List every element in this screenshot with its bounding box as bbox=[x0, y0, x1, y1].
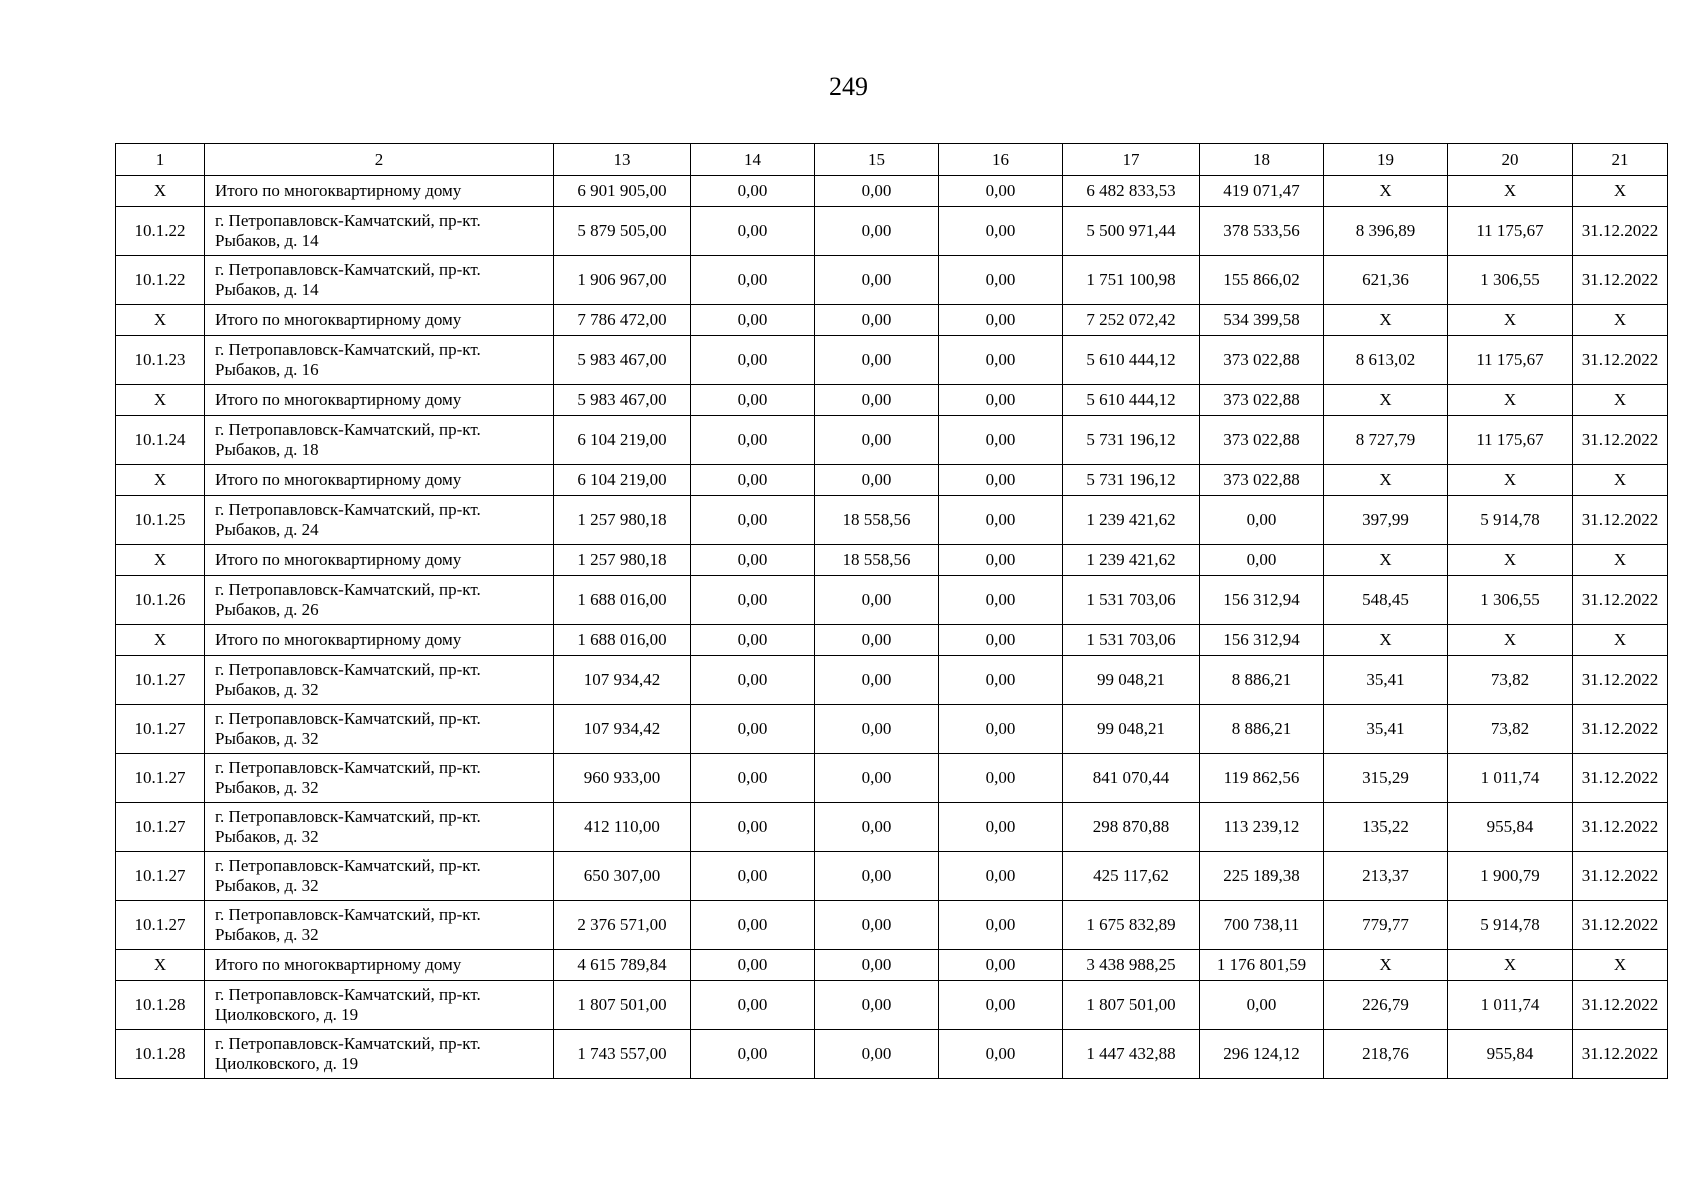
value-cell: 218,76 bbox=[1324, 1030, 1448, 1079]
row-number-cell: Х bbox=[116, 950, 205, 981]
value-cell: 11 175,67 bbox=[1448, 336, 1573, 385]
value-cell: 11 175,67 bbox=[1448, 207, 1573, 256]
value-cell: 955,84 bbox=[1448, 1030, 1573, 1079]
value-cell: 4 615 789,84 bbox=[554, 950, 691, 981]
table-row bbox=[116, 901, 1668, 950]
value-cell: 700 738,11 bbox=[1200, 901, 1324, 950]
value-cell: Х bbox=[1324, 545, 1448, 576]
value-cell: 3 438 988,25 bbox=[1063, 950, 1200, 981]
value-cell: 0,00 bbox=[939, 656, 1063, 705]
value-cell: 0,00 bbox=[939, 336, 1063, 385]
row-number-cell: 10.1.27 bbox=[116, 901, 205, 950]
address-cell: Итого по многоквартирному дому bbox=[205, 305, 554, 336]
address-cell: г. Петропавловск-Камчатский, пр-кт. Рыбаков, д. 16 bbox=[205, 336, 554, 385]
value-cell: 0,00 bbox=[815, 305, 939, 336]
value-cell: 0,00 bbox=[815, 576, 939, 625]
value-cell: 534 399,58 bbox=[1200, 305, 1324, 336]
total-row bbox=[116, 465, 1668, 496]
value-cell: 5 983 467,00 bbox=[554, 336, 691, 385]
address-cell: г. Петропавловск-Камчатский, пр-кт. Рыбаков, д. 32 bbox=[205, 705, 554, 754]
value-cell: 156 312,94 bbox=[1200, 625, 1324, 656]
value-cell: 0,00 bbox=[691, 754, 815, 803]
address-cell: Итого по многоквартирному дому bbox=[205, 625, 554, 656]
row-number-cell: 10.1.24 bbox=[116, 416, 205, 465]
table-row bbox=[116, 496, 1668, 545]
value-cell: 8 613,02 bbox=[1324, 336, 1448, 385]
value-cell: 1 900,79 bbox=[1448, 852, 1573, 901]
value-cell: Х bbox=[1448, 545, 1573, 576]
value-cell: 8 727,79 bbox=[1324, 416, 1448, 465]
value-cell: 0,00 bbox=[691, 465, 815, 496]
value-cell: 0,00 bbox=[939, 176, 1063, 207]
value-cell: 296 124,12 bbox=[1200, 1030, 1324, 1079]
table-row bbox=[116, 705, 1668, 754]
value-cell: 0,00 bbox=[1200, 496, 1324, 545]
value-cell: Х bbox=[1573, 176, 1668, 207]
value-cell: 31.12.2022 bbox=[1573, 336, 1668, 385]
value-cell: 155 866,02 bbox=[1200, 256, 1324, 305]
value-cell: 0,00 bbox=[815, 1030, 939, 1079]
value-cell: 0,00 bbox=[691, 1030, 815, 1079]
value-cell: 0,00 bbox=[815, 207, 939, 256]
address-cell: г. Петропавловск-Камчатский, пр-кт. Рыбаков, д. 32 bbox=[205, 754, 554, 803]
value-cell: 1 751 100,98 bbox=[1063, 256, 1200, 305]
value-cell: 373 022,88 bbox=[1200, 385, 1324, 416]
value-cell: 0,00 bbox=[939, 803, 1063, 852]
value-cell: 0,00 bbox=[939, 256, 1063, 305]
value-cell: 18 558,56 bbox=[815, 545, 939, 576]
value-cell: 8 886,21 bbox=[1200, 705, 1324, 754]
value-cell: 119 862,56 bbox=[1200, 754, 1324, 803]
value-cell: 0,00 bbox=[939, 901, 1063, 950]
value-cell: 0,00 bbox=[815, 465, 939, 496]
column-header: 18 bbox=[1200, 144, 1324, 176]
column-header: 17 bbox=[1063, 144, 1200, 176]
address-cell: г. Петропавловск-Камчатский, пр-кт. Рыбаков, д. 14 bbox=[205, 256, 554, 305]
value-cell: 11 175,67 bbox=[1448, 416, 1573, 465]
value-cell: 113 239,12 bbox=[1200, 803, 1324, 852]
value-cell: 0,00 bbox=[815, 656, 939, 705]
value-cell: Х bbox=[1448, 465, 1573, 496]
row-number-cell: 10.1.25 bbox=[116, 496, 205, 545]
table-row bbox=[116, 576, 1668, 625]
value-cell: 1 011,74 bbox=[1448, 981, 1573, 1030]
address-cell: г. Петропавловск-Камчатский, пр-кт. Циолковского, д. 19 bbox=[205, 981, 554, 1030]
row-number-cell: 10.1.26 bbox=[116, 576, 205, 625]
value-cell: 0,00 bbox=[691, 803, 815, 852]
value-cell: 0,00 bbox=[691, 496, 815, 545]
value-cell: 0,00 bbox=[939, 545, 1063, 576]
value-cell: 1 306,55 bbox=[1448, 576, 1573, 625]
value-cell: 1 239 421,62 bbox=[1063, 496, 1200, 545]
value-cell: Х bbox=[1573, 385, 1668, 416]
value-cell: 5 731 196,12 bbox=[1063, 416, 1200, 465]
row-number-cell: Х bbox=[116, 625, 205, 656]
value-cell: 373 022,88 bbox=[1200, 465, 1324, 496]
value-cell: 0,00 bbox=[939, 465, 1063, 496]
total-row bbox=[116, 176, 1668, 207]
value-cell: 213,37 bbox=[1324, 852, 1448, 901]
value-cell: 31.12.2022 bbox=[1573, 576, 1668, 625]
total-row bbox=[116, 385, 1668, 416]
value-cell: 0,00 bbox=[939, 305, 1063, 336]
value-cell: 0,00 bbox=[691, 385, 815, 416]
address-cell: Итого по многоквартирному дому bbox=[205, 465, 554, 496]
total-row bbox=[116, 305, 1668, 336]
value-cell: 419 071,47 bbox=[1200, 176, 1324, 207]
value-cell: 1 743 557,00 bbox=[554, 1030, 691, 1079]
value-cell: 0,00 bbox=[939, 754, 1063, 803]
address-cell: г. Петропавловск-Камчатский, пр-кт. Рыбаков, д. 32 bbox=[205, 803, 554, 852]
value-cell: 31.12.2022 bbox=[1573, 803, 1668, 852]
value-cell: 0,00 bbox=[691, 852, 815, 901]
row-number-cell: 10.1.27 bbox=[116, 754, 205, 803]
value-cell: 1 675 832,89 bbox=[1063, 901, 1200, 950]
value-cell: 0,00 bbox=[815, 336, 939, 385]
value-cell: 31.12.2022 bbox=[1573, 207, 1668, 256]
value-cell: 1 531 703,06 bbox=[1063, 625, 1200, 656]
column-header: 16 bbox=[939, 144, 1063, 176]
value-cell: Х bbox=[1573, 950, 1668, 981]
row-number-cell: 10.1.22 bbox=[116, 207, 205, 256]
value-cell: 0,00 bbox=[815, 176, 939, 207]
total-row bbox=[116, 625, 1668, 656]
total-row bbox=[116, 950, 1668, 981]
value-cell: 0,00 bbox=[691, 950, 815, 981]
value-cell: Х bbox=[1448, 385, 1573, 416]
value-cell: 650 307,00 bbox=[554, 852, 691, 901]
value-cell: Х bbox=[1324, 176, 1448, 207]
table-body bbox=[116, 176, 1668, 1079]
row-number-cell: 10.1.27 bbox=[116, 852, 205, 901]
row-number-cell: 10.1.22 bbox=[116, 256, 205, 305]
value-cell: 5 879 505,00 bbox=[554, 207, 691, 256]
value-cell: Х bbox=[1573, 545, 1668, 576]
value-cell: 1 688 016,00 bbox=[554, 625, 691, 656]
column-header: 13 bbox=[554, 144, 691, 176]
value-cell: 0,00 bbox=[691, 176, 815, 207]
table-row bbox=[116, 981, 1668, 1030]
value-cell: Х bbox=[1573, 625, 1668, 656]
page-number: 249 bbox=[829, 72, 868, 101]
column-header: 20 bbox=[1448, 144, 1573, 176]
row-number-cell: 10.1.28 bbox=[116, 981, 205, 1030]
column-header: 2 bbox=[205, 144, 554, 176]
value-cell: 0,00 bbox=[691, 416, 815, 465]
address-cell: г. Петропавловск-Камчатский, пр-кт. Рыбаков, д. 14 bbox=[205, 207, 554, 256]
value-cell: 0,00 bbox=[815, 803, 939, 852]
value-cell: 31.12.2022 bbox=[1573, 256, 1668, 305]
value-cell: Х bbox=[1448, 950, 1573, 981]
value-cell: 99 048,21 bbox=[1063, 705, 1200, 754]
value-cell: 6 482 833,53 bbox=[1063, 176, 1200, 207]
value-cell: 1 257 980,18 bbox=[554, 496, 691, 545]
table-row bbox=[116, 207, 1668, 256]
row-number-cell: Х bbox=[116, 465, 205, 496]
value-cell: 621,36 bbox=[1324, 256, 1448, 305]
table-row bbox=[116, 754, 1668, 803]
row-number-cell: Х bbox=[116, 545, 205, 576]
value-cell: 0,00 bbox=[815, 981, 939, 1030]
row-number-cell: Х bbox=[116, 385, 205, 416]
value-cell: 5 731 196,12 bbox=[1063, 465, 1200, 496]
address-cell: Итого по многоквартирному дому bbox=[205, 950, 554, 981]
value-cell: 298 870,88 bbox=[1063, 803, 1200, 852]
value-cell: 0,00 bbox=[815, 950, 939, 981]
value-cell: 2 376 571,00 bbox=[554, 901, 691, 950]
row-number-cell: 10.1.27 bbox=[116, 656, 205, 705]
value-cell: 0,00 bbox=[691, 981, 815, 1030]
total-row bbox=[116, 545, 1668, 576]
value-cell: 1 239 421,62 bbox=[1063, 545, 1200, 576]
value-cell: 548,45 bbox=[1324, 576, 1448, 625]
value-cell: 0,00 bbox=[691, 901, 815, 950]
value-cell: 315,29 bbox=[1324, 754, 1448, 803]
value-cell: 31.12.2022 bbox=[1573, 754, 1668, 803]
value-cell: 0,00 bbox=[939, 1030, 1063, 1079]
value-cell: 0,00 bbox=[815, 901, 939, 950]
value-cell: 960 933,00 bbox=[554, 754, 691, 803]
value-cell: 373 022,88 bbox=[1200, 416, 1324, 465]
value-cell: Х bbox=[1324, 465, 1448, 496]
table-row bbox=[116, 803, 1668, 852]
value-cell: 73,82 bbox=[1448, 656, 1573, 705]
value-cell: 1 306,55 bbox=[1448, 256, 1573, 305]
value-cell: 5 914,78 bbox=[1448, 901, 1573, 950]
address-cell: г. Петропавловск-Камчатский, пр-кт. Рыбаков, д. 26 bbox=[205, 576, 554, 625]
value-cell: 1 688 016,00 bbox=[554, 576, 691, 625]
value-cell: 0,00 bbox=[691, 305, 815, 336]
value-cell: 0,00 bbox=[691, 336, 815, 385]
value-cell: 0,00 bbox=[815, 705, 939, 754]
value-cell: 31.12.2022 bbox=[1573, 496, 1668, 545]
value-cell: 955,84 bbox=[1448, 803, 1573, 852]
value-cell: 35,41 bbox=[1324, 656, 1448, 705]
value-cell: 0,00 bbox=[815, 416, 939, 465]
column-header: 15 bbox=[815, 144, 939, 176]
column-header: 14 bbox=[691, 144, 815, 176]
column-header: 1 bbox=[116, 144, 205, 176]
value-cell: 0,00 bbox=[939, 416, 1063, 465]
value-cell: 99 048,21 bbox=[1063, 656, 1200, 705]
value-cell: Х bbox=[1324, 305, 1448, 336]
value-cell: 0,00 bbox=[939, 576, 1063, 625]
value-cell: 7 252 072,42 bbox=[1063, 305, 1200, 336]
value-cell: 1 906 967,00 bbox=[554, 256, 691, 305]
address-cell: Итого по многоквартирному дому bbox=[205, 176, 554, 207]
value-cell: 5 610 444,12 bbox=[1063, 385, 1200, 416]
table-row bbox=[116, 256, 1668, 305]
value-cell: 397,99 bbox=[1324, 496, 1448, 545]
column-header: 19 bbox=[1324, 144, 1448, 176]
value-cell: Х bbox=[1573, 465, 1668, 496]
value-cell: 412 110,00 bbox=[554, 803, 691, 852]
value-cell: 6 104 219,00 bbox=[554, 465, 691, 496]
address-cell: г. Петропавловск-Камчатский, пр-кт. Рыбаков, д. 32 bbox=[205, 656, 554, 705]
value-cell: 226,79 bbox=[1324, 981, 1448, 1030]
table-row bbox=[116, 1030, 1668, 1079]
value-cell: 31.12.2022 bbox=[1573, 852, 1668, 901]
value-cell: 1 807 501,00 bbox=[1063, 981, 1200, 1030]
value-cell: 6 104 219,00 bbox=[554, 416, 691, 465]
address-cell: Итого по многоквартирному дому bbox=[205, 385, 554, 416]
row-number-cell: 10.1.23 bbox=[116, 336, 205, 385]
value-cell: 31.12.2022 bbox=[1573, 981, 1668, 1030]
value-cell: 0,00 bbox=[939, 625, 1063, 656]
value-cell: 225 189,38 bbox=[1200, 852, 1324, 901]
data-table bbox=[115, 143, 1668, 1079]
value-cell: 35,41 bbox=[1324, 705, 1448, 754]
address-cell: г. Петропавловск-Камчатский, пр-кт. Рыбаков, д. 24 bbox=[205, 496, 554, 545]
value-cell: 0,00 bbox=[691, 207, 815, 256]
value-cell: 378 533,56 bbox=[1200, 207, 1324, 256]
value-cell: 1 531 703,06 bbox=[1063, 576, 1200, 625]
row-number-cell: 10.1.27 bbox=[116, 803, 205, 852]
value-cell: 1 257 980,18 bbox=[554, 545, 691, 576]
value-cell: 0,00 bbox=[691, 545, 815, 576]
value-cell: 5 500 971,44 bbox=[1063, 207, 1200, 256]
value-cell: 0,00 bbox=[939, 496, 1063, 545]
value-cell: 0,00 bbox=[1200, 981, 1324, 1030]
value-cell: 0,00 bbox=[815, 256, 939, 305]
value-cell: 31.12.2022 bbox=[1573, 901, 1668, 950]
value-cell: 0,00 bbox=[939, 207, 1063, 256]
value-cell: 0,00 bbox=[939, 705, 1063, 754]
address-cell: г. Петропавловск-Камчатский, пр-кт. Циолковского, д. 19 bbox=[205, 1030, 554, 1079]
value-cell: 0,00 bbox=[939, 385, 1063, 416]
value-cell: 7 786 472,00 bbox=[554, 305, 691, 336]
table-row bbox=[116, 416, 1668, 465]
value-cell: Х bbox=[1573, 305, 1668, 336]
value-cell: 0,00 bbox=[815, 754, 939, 803]
value-cell: 5 610 444,12 bbox=[1063, 336, 1200, 385]
value-cell: 1 447 432,88 bbox=[1063, 1030, 1200, 1079]
value-cell: 0,00 bbox=[691, 656, 815, 705]
value-cell: 425 117,62 bbox=[1063, 852, 1200, 901]
value-cell: 31.12.2022 bbox=[1573, 1030, 1668, 1079]
address-cell: г. Петропавловск-Камчатский, пр-кт. Рыбаков, д. 32 bbox=[205, 901, 554, 950]
value-cell: Х bbox=[1448, 625, 1573, 656]
value-cell: 6 901 905,00 bbox=[554, 176, 691, 207]
table-row bbox=[116, 852, 1668, 901]
value-cell: 156 312,94 bbox=[1200, 576, 1324, 625]
value-cell: Х bbox=[1324, 950, 1448, 981]
value-cell: Х bbox=[1324, 625, 1448, 656]
value-cell: 0,00 bbox=[691, 625, 815, 656]
value-cell: 0,00 bbox=[939, 981, 1063, 1030]
value-cell: Х bbox=[1448, 305, 1573, 336]
column-header: 21 bbox=[1573, 144, 1668, 176]
value-cell: Х bbox=[1324, 385, 1448, 416]
value-cell: 0,00 bbox=[939, 950, 1063, 981]
value-cell: 0,00 bbox=[815, 852, 939, 901]
value-cell: 0,00 bbox=[691, 576, 815, 625]
value-cell: 135,22 bbox=[1324, 803, 1448, 852]
table-row bbox=[116, 336, 1668, 385]
value-cell: 0,00 bbox=[815, 385, 939, 416]
address-cell: г. Петропавловск-Камчатский, пр-кт. Рыбаков, д. 18 bbox=[205, 416, 554, 465]
value-cell: 5 983 467,00 bbox=[554, 385, 691, 416]
value-cell: 31.12.2022 bbox=[1573, 656, 1668, 705]
value-cell: 373 022,88 bbox=[1200, 336, 1324, 385]
value-cell: 107 934,42 bbox=[554, 705, 691, 754]
row-number-cell: Х bbox=[116, 305, 205, 336]
row-number-cell: 10.1.27 bbox=[116, 705, 205, 754]
value-cell: 779,77 bbox=[1324, 901, 1448, 950]
value-cell: 0,00 bbox=[1200, 545, 1324, 576]
value-cell: 107 934,42 bbox=[554, 656, 691, 705]
value-cell: 73,82 bbox=[1448, 705, 1573, 754]
value-cell: 31.12.2022 bbox=[1573, 705, 1668, 754]
value-cell: 1 011,74 bbox=[1448, 754, 1573, 803]
value-cell: 1 807 501,00 bbox=[554, 981, 691, 1030]
header-row bbox=[116, 144, 1668, 176]
value-cell: 8 886,21 bbox=[1200, 656, 1324, 705]
address-cell: Итого по многоквартирному дому bbox=[205, 545, 554, 576]
value-cell: 841 070,44 bbox=[1063, 754, 1200, 803]
row-number-cell: 10.1.28 bbox=[116, 1030, 205, 1079]
value-cell: 0,00 bbox=[691, 256, 815, 305]
row-number-cell: Х bbox=[116, 176, 205, 207]
value-cell: 31.12.2022 bbox=[1573, 416, 1668, 465]
value-cell: 5 914,78 bbox=[1448, 496, 1573, 545]
value-cell: 0,00 bbox=[691, 705, 815, 754]
value-cell: 8 396,89 bbox=[1324, 207, 1448, 256]
value-cell: 0,00 bbox=[815, 625, 939, 656]
value-cell: 18 558,56 bbox=[815, 496, 939, 545]
value-cell: 0,00 bbox=[939, 852, 1063, 901]
address-cell: г. Петропавловск-Камчатский, пр-кт. Рыбаков, д. 32 bbox=[205, 852, 554, 901]
table-row bbox=[116, 656, 1668, 705]
value-cell: Х bbox=[1448, 176, 1573, 207]
value-cell: 1 176 801,59 bbox=[1200, 950, 1324, 981]
